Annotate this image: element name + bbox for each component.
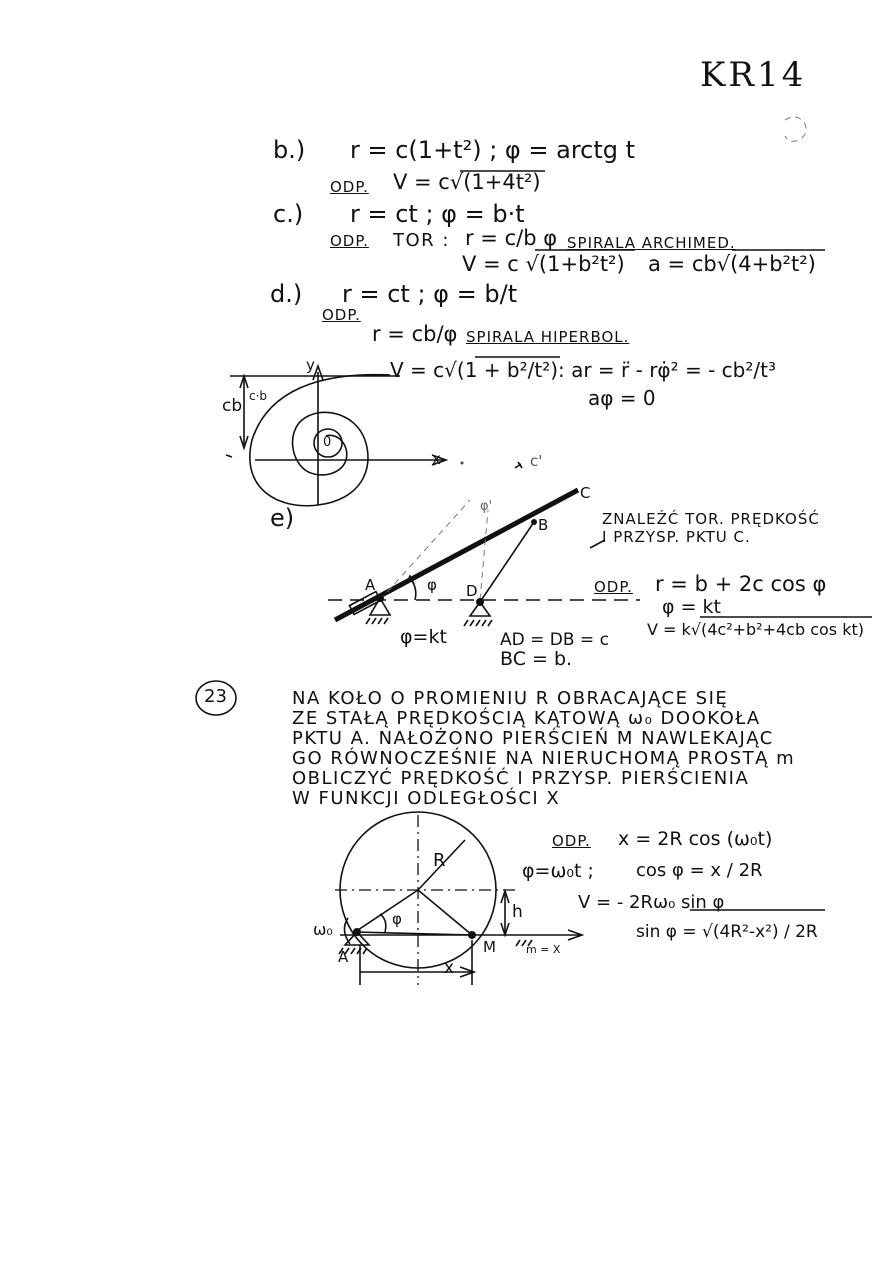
construction-2 — [480, 510, 488, 600]
fig-23-r-label: R — [433, 850, 446, 871]
problem-e-given-phi: φ=kt — [400, 626, 447, 648]
problem-b-label: b.) — [273, 136, 306, 164]
problem-e-label: e) — [270, 504, 295, 532]
problem-e-answer-label: ODP. — [594, 578, 633, 596]
problem-23-line4: GO RÓWNOCZEŚNIE NA NIERUCHOMĄ PROSTĄ m — [292, 748, 796, 769]
problem-23-line6: W FUNKCJI ODLEGŁOŚCI X — [292, 788, 561, 809]
fig-e-b-label: B — [538, 516, 549, 534]
fig-d-cprime-label: c' — [530, 452, 543, 470]
fig-d-y-label: y — [306, 356, 315, 374]
problem-23-answer-label: ODP. — [552, 832, 591, 850]
link-db — [480, 522, 534, 602]
fig-d-cb-label: c·b — [249, 389, 268, 403]
problem-23-number: 23 — [204, 686, 227, 707]
problem-d-answer-aphi: aφ = 0 — [588, 386, 656, 410]
problem-23-line5: OBLICZYĆ PRĘDKOŚĆ I PRZYSP. PIERŚCIENIA — [292, 768, 750, 789]
fig-23-m-label: M — [483, 938, 496, 956]
ring-m — [468, 931, 476, 939]
problem-c-label: c.) — [273, 200, 304, 228]
problem-b-equation: r = c(1+t²) ; φ = arctg t — [350, 136, 636, 164]
point-b — [531, 519, 537, 525]
problem-d-answer-ar: : ar = r̈ - rφ̇² = - cb²/t³ — [558, 358, 776, 382]
fig-23-a-label: A — [338, 948, 349, 966]
corner-scribble — [785, 117, 806, 142]
fig-23-h-label: h — [512, 902, 523, 922]
figure-23-circle — [335, 812, 582, 985]
fig-e-phi-label: φ — [427, 576, 437, 594]
fig-e-a-label: A — [365, 576, 376, 594]
problem-c-answer-label: ODP. — [330, 232, 369, 250]
problem-23-line3: PKTU A. NAŁOŻONO PIERŚCIEŃ M NAWLEKAJĄC — [292, 728, 774, 749]
problem-e-answer-phi: φ = kt — [662, 596, 721, 618]
problem-c-tor-label: TOR : — [393, 230, 450, 251]
spiral-curve — [250, 375, 390, 506]
rod-ac — [335, 490, 578, 620]
fig-23-omega-label: ω₀ — [313, 920, 333, 939]
center-to-m — [418, 890, 472, 935]
dot-1 — [461, 462, 464, 465]
problem-c-answer-a: a = cb√(4+b²t²) — [648, 252, 816, 276]
fig-e-d-label: D — [466, 582, 478, 600]
problem-c-tor-eq: r = c/b φ — [465, 226, 558, 250]
fig-e-c-label: C — [580, 484, 591, 502]
problem-e-task-line2: I PRZYSP. PKTU C. — [602, 528, 751, 546]
problem-23-line1: NA KOŁO O PROMIENIU R OBRACAJĄCE SIĘ — [292, 688, 729, 709]
problem-23-answer-v: V = - 2Rω₀ sin φ — [578, 892, 725, 913]
problem-c-answer-v: V = c √(1+b²t²) — [462, 252, 625, 276]
fig-d-origin-label: 0 — [323, 435, 332, 450]
problem-b-answer-label: ODP. — [330, 178, 369, 196]
problem-e-answer-v: V = k√(4c²+b²+4cb cos kt) — [647, 620, 865, 639]
problem-d-answer-v: V = c√(1 + b²/t²) — [390, 358, 559, 382]
small-cross — [515, 462, 522, 468]
problem-b-answer-v: V = c√(1+4t²) — [393, 170, 541, 194]
fig-23-phi-label: φ — [392, 910, 402, 928]
problem-c-tor-name: SPIRALA ARCHIMED. — [567, 234, 736, 252]
construction-1 — [380, 500, 470, 600]
problem-23-answer-x: x = 2R cos (ω₀t) — [618, 828, 773, 850]
problem-e-task-line1: ZNALEŹĆ TOR. PRĘDKOŚĆ — [602, 510, 820, 528]
fig-e-phi-prime-label: φ' — [480, 499, 493, 514]
problem-d-equation: r = ct ; φ = b/t — [342, 280, 518, 308]
problem-d-tor-eq: r = cb/φ — [372, 322, 458, 346]
angle-phi-23 — [380, 914, 386, 932]
problem-23-line2: ZE STAŁĄ PRĘDKOŚCIĄ KĄTOWĄ ω₀ DOOKOŁA — [292, 708, 761, 729]
problem-23-answer-phi: φ=ω₀t ; — [522, 860, 594, 882]
problem-e-answer-r: r = b + 2c cos φ — [655, 572, 827, 596]
problem-e-given-ad: AD = DB = c — [500, 630, 609, 650]
problem-d-label: d.) — [270, 280, 303, 308]
problem-d-tor-name: SPIRALA HIPERBOL. — [466, 328, 630, 346]
figure-d-spiral — [226, 366, 522, 506]
fig-23-line-m-label: m = X — [526, 943, 561, 956]
fig-23-x-label: x — [444, 958, 455, 978]
problem-d-answer-label: ODP. — [322, 306, 361, 324]
problem-e-given-bc: BC = b. — [500, 648, 573, 670]
page-code: KR14 — [700, 55, 807, 95]
fig-d-x-label: x — [432, 450, 441, 468]
problem-23-answer-cos: cos φ = x / 2R — [636, 860, 763, 881]
problem-c-equation: r = ct ; φ = b·t — [350, 200, 525, 228]
fig-d-db-label: cb — [222, 396, 243, 416]
problem-23-answer-sin: sin φ = √(4R²-x²) / 2R — [636, 922, 818, 942]
